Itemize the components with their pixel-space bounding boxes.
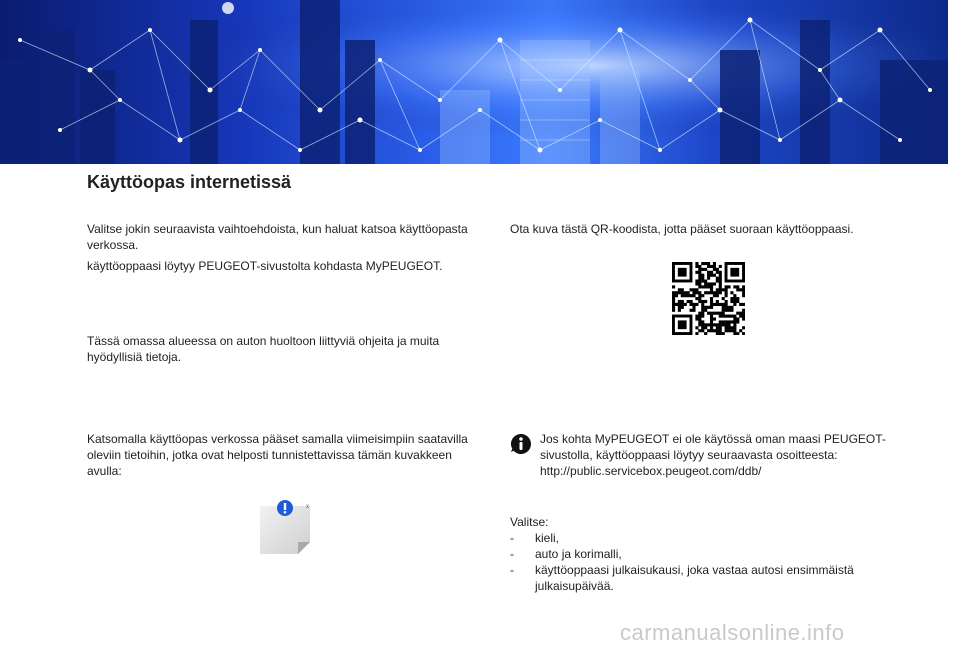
qr-module <box>707 274 710 277</box>
qr-module <box>716 288 719 291</box>
qr-module <box>701 326 704 329</box>
qr-module <box>698 265 701 268</box>
qr-module <box>710 326 713 329</box>
qr-module <box>692 291 695 294</box>
qr-module <box>736 332 739 335</box>
qr-module <box>701 294 704 297</box>
qr-module <box>704 285 707 288</box>
area-description-paragraph: Tässä omassa alueessa on auton huoltoon liittyviä ohjeita ja muita hyödyllisiä tietoja. <box>87 334 440 364</box>
qr-module <box>725 306 728 309</box>
qr-module <box>707 271 710 274</box>
qr-module <box>719 280 722 283</box>
qr-module <box>742 294 745 297</box>
list-item <box>510 562 890 594</box>
qr-module <box>687 291 690 294</box>
qr-module <box>672 300 675 303</box>
qr-module <box>725 320 728 323</box>
qr-module <box>722 306 725 309</box>
qr-module <box>713 303 716 306</box>
qr-module <box>695 282 698 285</box>
qr-module <box>681 291 684 294</box>
qr-module <box>739 329 742 332</box>
qr-module <box>678 268 687 277</box>
qr-module <box>710 317 713 320</box>
qr-module <box>713 265 716 268</box>
qr-module <box>695 303 698 306</box>
qr-module <box>722 320 725 323</box>
qr-module <box>698 300 701 303</box>
qr-module <box>736 312 739 315</box>
qr-module <box>713 329 716 332</box>
qr-module <box>675 294 678 297</box>
qr-module <box>713 291 716 294</box>
qr-module <box>695 332 698 335</box>
qr-module <box>701 323 704 326</box>
qr-module <box>713 262 716 265</box>
qr-module <box>695 271 698 274</box>
qr-module <box>730 315 733 318</box>
qr-module <box>710 282 713 285</box>
qr-module <box>710 315 713 318</box>
qr-module <box>719 271 722 274</box>
watermark-text: carmanualsonline.info <box>620 620 845 645</box>
qr-module <box>716 277 719 280</box>
qr-module <box>704 300 707 303</box>
qr-module <box>678 309 681 312</box>
qr-module <box>710 323 713 326</box>
qr-module <box>725 315 728 318</box>
qr-module <box>742 315 745 318</box>
qr-module <box>742 317 745 320</box>
info-icon <box>510 433 532 455</box>
qr-module <box>710 306 713 309</box>
qr-module <box>710 312 713 315</box>
qr-module <box>707 306 710 309</box>
qr-module <box>730 300 733 303</box>
qr-module <box>690 300 693 303</box>
update-note-icon <box>258 500 312 556</box>
qr-module <box>701 303 704 306</box>
qr-module <box>710 285 713 288</box>
qr-module <box>733 300 736 303</box>
qr-module <box>704 306 707 309</box>
qr-module <box>698 277 701 280</box>
qr-module <box>707 262 710 265</box>
mypeugeot-paragraph: käyttöoppaasi löytyy PEUGEOT-sivustolta kohdasta MyPEUGEOT. <box>87 259 443 273</box>
qr-module <box>701 315 704 318</box>
qr-module <box>727 315 730 318</box>
qr-module <box>672 294 675 297</box>
qr-module <box>713 282 716 285</box>
qr-module <box>710 303 713 306</box>
qr-module <box>730 297 733 300</box>
qr-module <box>722 323 725 326</box>
qr-module <box>707 323 710 326</box>
qr-module <box>719 312 722 315</box>
qr-module <box>698 323 701 326</box>
qr-module <box>725 285 728 288</box>
qr-module <box>733 303 736 306</box>
qr-module <box>716 271 719 274</box>
qr-module <box>713 268 716 271</box>
qr-module <box>733 320 736 323</box>
qr-module <box>681 300 684 303</box>
qr-module <box>672 309 675 312</box>
qr-module <box>716 294 719 297</box>
qr-module <box>704 332 707 335</box>
qr-module <box>707 265 710 268</box>
qr-module <box>701 312 704 315</box>
choose-label: Valitse: <box>510 515 549 529</box>
qr-module <box>704 262 707 265</box>
qr-module <box>727 306 730 309</box>
qr-module <box>727 309 730 312</box>
qr-module <box>678 306 681 309</box>
qr-module <box>719 303 722 306</box>
list-item <box>510 546 890 562</box>
qr-module <box>681 294 684 297</box>
qr-module <box>678 288 681 291</box>
qr-module <box>742 326 745 329</box>
qr-module <box>707 329 710 332</box>
qr-module <box>716 332 719 335</box>
qr-module <box>739 288 742 291</box>
qr-module <box>701 274 704 277</box>
qr-module <box>675 303 678 306</box>
qr-module <box>701 309 704 312</box>
qr-module <box>698 312 701 315</box>
qr-module <box>736 320 739 323</box>
qr-module <box>736 297 739 300</box>
qr-module <box>733 317 736 320</box>
qr-module <box>719 277 722 280</box>
qr-module <box>687 300 690 303</box>
qr-module <box>710 297 713 300</box>
qr-module <box>722 309 725 312</box>
qr-module <box>730 320 733 323</box>
qr-module <box>695 265 698 268</box>
qr-module <box>701 268 704 271</box>
qr-module <box>725 329 728 332</box>
qr-module <box>725 288 728 291</box>
qr-module <box>695 315 698 318</box>
qr-module <box>678 300 681 303</box>
qr-module <box>719 288 722 291</box>
qr-module <box>698 329 701 332</box>
list-item-text: käyttöoppaasi julkaisukausi, joka vastaa autosi ensimmäistä julkaisupäivää. <box>535 563 854 593</box>
qr-module <box>733 285 736 288</box>
qr-module <box>690 288 693 291</box>
qr-instruction-text: Ota kuva tästä QR-koodista, jotta pääset suoraan käyttöoppaasi. <box>510 222 854 236</box>
qr-module <box>692 306 695 309</box>
qr-module <box>719 326 722 329</box>
qr-module <box>725 309 728 312</box>
qr-module <box>698 291 701 294</box>
list-dash: - <box>510 547 514 561</box>
qr-module <box>698 274 701 277</box>
qr-module <box>704 309 707 312</box>
qr-module <box>698 271 701 274</box>
qr-module <box>722 315 725 318</box>
qr-module <box>727 320 730 323</box>
qr-module <box>698 320 701 323</box>
qr-module <box>704 268 707 271</box>
qr-module <box>730 309 733 312</box>
qr-module <box>733 332 736 335</box>
qr-module <box>727 285 730 288</box>
qr-module <box>719 329 722 332</box>
qr-module <box>713 274 716 277</box>
qr-module <box>742 309 745 312</box>
qr-module <box>707 277 710 280</box>
qr-module <box>725 300 728 303</box>
qr-module <box>727 323 730 326</box>
qr-module <box>710 271 713 274</box>
qr-module <box>733 297 736 300</box>
qr-module <box>725 323 728 326</box>
qr-module <box>716 268 719 271</box>
qr-module <box>716 280 719 283</box>
qr-module <box>707 312 710 315</box>
choice-list <box>510 530 890 594</box>
qr-module <box>701 280 704 283</box>
city-network-graphic <box>0 0 948 164</box>
qr-module <box>739 315 742 318</box>
qr-module <box>716 326 719 329</box>
qr-module <box>704 323 707 326</box>
qr-module <box>730 306 733 309</box>
fallback-address-text: Jos kohta MyPEUGEOT ei ole käytössä oman maasi PEUGEOT-sivustolla, käyttöoppaasi löytyy seuraavasta osoitteesta: http://public.servicebox.peugeot.com/ddb/ <box>540 432 886 478</box>
qr-module <box>713 312 716 315</box>
qr-module <box>672 291 675 294</box>
qr-module <box>678 303 681 306</box>
qr-module <box>716 291 719 294</box>
qr-code-graphic <box>672 262 745 335</box>
qr-module <box>690 303 693 306</box>
qr-module <box>698 294 701 297</box>
qr-module <box>698 285 701 288</box>
qr-module <box>681 288 684 291</box>
svg-text:x: x <box>306 504 309 510</box>
qr-module <box>739 312 742 315</box>
list-item-text: auto ja korimalli, <box>535 547 622 561</box>
qr-module <box>719 282 722 285</box>
qr-module <box>695 288 698 291</box>
qr-module <box>710 265 713 268</box>
qr-module <box>719 323 722 326</box>
qr-module <box>716 323 719 326</box>
qr-module <box>704 326 707 329</box>
qr-module <box>678 291 681 294</box>
qr-module <box>675 291 678 294</box>
qr-module <box>733 294 736 297</box>
qr-module <box>701 277 704 280</box>
list-item-text: kieli, <box>535 531 560 545</box>
qr-module <box>716 312 719 315</box>
qr-module <box>672 297 675 300</box>
qr-module <box>719 285 722 288</box>
qr-module <box>695 280 698 283</box>
qr-module <box>698 268 701 271</box>
qr-module <box>719 315 722 318</box>
qr-module <box>707 285 710 288</box>
qr-module <box>713 294 716 297</box>
qr-module <box>704 291 707 294</box>
qr-module <box>684 291 687 294</box>
qr-module <box>722 332 725 335</box>
qr-module <box>722 297 725 300</box>
qr-module <box>690 294 693 297</box>
qr-module <box>692 309 695 312</box>
qr-module <box>742 332 745 335</box>
qr-module <box>722 312 725 315</box>
qr-module <box>742 291 745 294</box>
qr-module <box>672 303 675 306</box>
qr-module <box>710 300 713 303</box>
qr-module <box>719 274 722 277</box>
qr-module <box>733 326 736 329</box>
qr-module <box>725 326 728 329</box>
qr-module <box>739 303 742 306</box>
qr-module <box>692 288 695 291</box>
qr-module <box>701 306 704 309</box>
qr-module <box>698 282 701 285</box>
qr-module <box>710 291 713 294</box>
qr-module <box>698 315 701 318</box>
qr-module <box>704 282 707 285</box>
qr-module <box>684 303 687 306</box>
qr-module <box>742 288 745 291</box>
qr-module <box>707 291 710 294</box>
online-benefit-paragraph: Katsomalla käyttöopas verkossa pääset samalla viimeisimpiin saatavilla oleviin tietoihin, jotka ovat helposti tunnistettavissa tämän kuvakkeen avulla: <box>87 432 468 478</box>
qr-module <box>681 306 684 309</box>
qr-module <box>701 329 704 332</box>
qr-module <box>710 288 713 291</box>
qr-module <box>733 329 736 332</box>
qr-module <box>698 297 701 300</box>
qr-module <box>719 265 722 268</box>
qr-module <box>678 320 687 329</box>
intro-paragraph: Valitse jokin seuraavista vaihtoehdoista, kun haluat katsoa käyttöopasta verkossa. <box>87 222 468 252</box>
qr-module <box>733 323 736 326</box>
qr-module <box>692 294 695 297</box>
qr-module <box>727 329 730 332</box>
qr-module <box>730 291 733 294</box>
qr-module <box>701 300 704 303</box>
qr-module <box>690 309 693 312</box>
qr-module <box>727 326 730 329</box>
qr-module <box>704 280 707 283</box>
qr-module <box>736 317 739 320</box>
qr-module <box>695 262 698 265</box>
qr-module <box>701 320 704 323</box>
qr-module <box>725 294 728 297</box>
qr-module <box>701 285 704 288</box>
qr-module <box>698 280 701 283</box>
qr-module <box>719 320 722 323</box>
qr-module <box>681 303 684 306</box>
qr-module <box>684 294 687 297</box>
qr-module <box>713 323 716 326</box>
qr-module <box>710 320 713 323</box>
qr-module <box>710 274 713 277</box>
qr-module <box>672 285 675 288</box>
list-dash: - <box>510 563 514 577</box>
qr-module <box>701 262 704 265</box>
list-dash: - <box>510 531 514 545</box>
list-item <box>510 530 890 546</box>
qr-module <box>672 306 675 309</box>
qr-module <box>730 326 733 329</box>
qr-module <box>687 294 690 297</box>
qr-module <box>695 291 698 294</box>
qr-code[interactable] <box>672 262 745 335</box>
qr-module <box>719 291 722 294</box>
qr-module <box>730 329 733 332</box>
qr-module <box>736 285 739 288</box>
qr-module <box>725 303 728 306</box>
page-title: Käyttöopas internetissä <box>87 172 292 192</box>
qr-module <box>716 329 719 332</box>
qr-module <box>716 300 719 303</box>
qr-module <box>716 303 719 306</box>
qr-module <box>725 291 728 294</box>
qr-module <box>733 315 736 318</box>
qr-module <box>707 282 710 285</box>
qr-module <box>695 297 698 300</box>
qr-module <box>713 317 716 320</box>
qr-module <box>719 332 722 335</box>
header-banner-image <box>0 0 948 164</box>
qr-module <box>736 300 739 303</box>
qr-module <box>742 303 745 306</box>
qr-module <box>722 303 725 306</box>
qr-module <box>695 317 698 320</box>
qr-module <box>698 317 701 320</box>
qr-module <box>742 285 745 288</box>
qr-module <box>710 329 713 332</box>
qr-module <box>722 288 725 291</box>
qr-module <box>730 268 739 277</box>
qr-module <box>692 303 695 306</box>
qr-module <box>742 312 745 315</box>
qr-module <box>695 326 698 329</box>
qr-module <box>736 288 739 291</box>
